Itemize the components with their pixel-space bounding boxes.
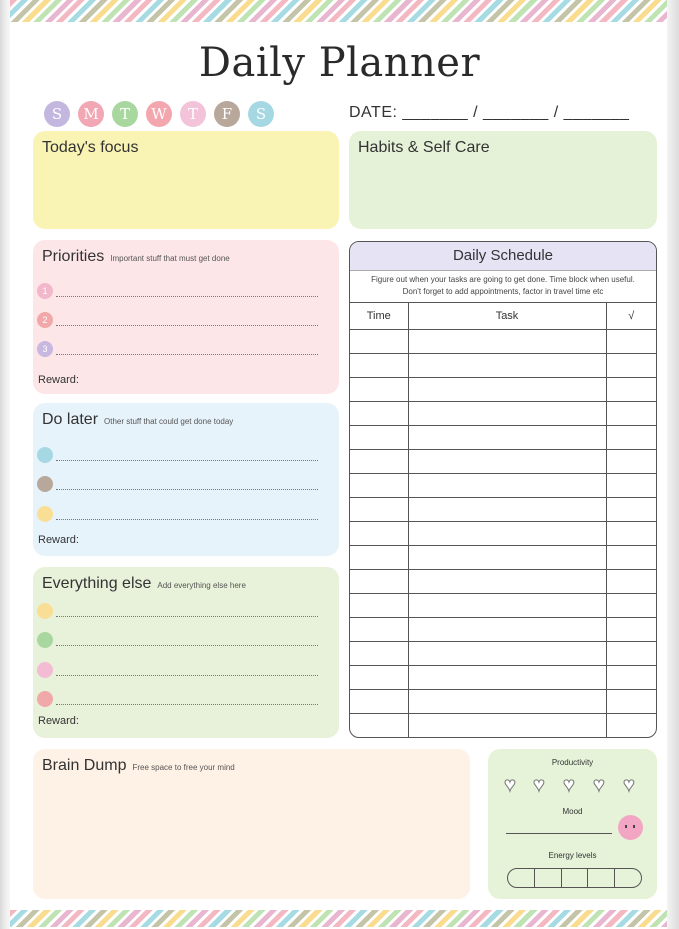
- priority-number-circle: 1: [37, 283, 53, 299]
- energy-segment[interactable]: [508, 869, 535, 887]
- everything-else-line[interactable]: [37, 633, 318, 647]
- check-cell[interactable]: [606, 618, 656, 642]
- time-cell[interactable]: [350, 642, 408, 666]
- mood-line[interactable]: [506, 833, 612, 834]
- energy-level-bar[interactable]: [507, 868, 642, 888]
- everything-else-subtitle: Add everything else here: [157, 581, 246, 590]
- task-cell[interactable]: [408, 570, 606, 594]
- schedule-row: [350, 450, 656, 474]
- priorities-subtitle: Important stuff that must get done: [110, 254, 230, 263]
- do-later-title: [42, 411, 233, 429]
- time-cell[interactable]: [350, 618, 408, 642]
- dotted-line: [56, 479, 318, 490]
- brain-dump-heading: Brain Dump: [42, 757, 127, 774]
- pad-edge-right: [667, 0, 679, 929]
- schedule-row: [350, 642, 656, 666]
- schedule-row: [350, 330, 656, 354]
- productivity-label: Productivity: [551, 758, 594, 767]
- weekday-circle[interactable]: F: [214, 101, 240, 127]
- check-cell[interactable]: [606, 426, 656, 450]
- time-column-header: Time: [350, 303, 408, 330]
- time-cell[interactable]: [350, 594, 408, 618]
- everything-else-box: [33, 567, 339, 738]
- time-cell[interactable]: [350, 378, 408, 402]
- energy-segment[interactable]: [562, 869, 589, 887]
- weekday-selector: [44, 101, 274, 127]
- priority-line[interactable]: [37, 284, 318, 298]
- check-cell[interactable]: [606, 378, 656, 402]
- task-cell[interactable]: [408, 642, 606, 666]
- time-cell[interactable]: [350, 666, 408, 690]
- color-dot: [37, 662, 53, 678]
- dotted-line: [56, 344, 318, 355]
- schedule-row: [350, 426, 656, 450]
- priorities-title: [42, 248, 230, 266]
- schedule-row: [350, 690, 656, 714]
- check-cell[interactable]: [606, 450, 656, 474]
- check-cell[interactable]: [606, 330, 656, 354]
- check-cell[interactable]: [606, 546, 656, 570]
- brain-dump-title: [42, 757, 235, 775]
- priority-line[interactable]: [37, 313, 318, 327]
- everything-else-line[interactable]: [37, 663, 318, 677]
- habits-title: Habits & Self Care: [358, 139, 490, 156]
- productivity-heart-icon[interactable]: ♥: [593, 774, 605, 796]
- do-later-line[interactable]: [37, 477, 318, 491]
- color-dot: [37, 447, 53, 463]
- time-cell[interactable]: [350, 546, 408, 570]
- do-later-reward-label: Reward:: [38, 534, 79, 546]
- everything-else-heading: Everything else: [42, 575, 152, 592]
- schedule-row: [350, 402, 656, 426]
- priority-line[interactable]: [37, 342, 318, 356]
- priorities-box: [33, 240, 339, 394]
- dotted-line: [56, 665, 318, 676]
- check-column-header: √: [606, 303, 656, 330]
- color-dot: [37, 632, 53, 648]
- mood-label: Mood: [562, 807, 583, 816]
- task-cell[interactable]: [408, 402, 606, 426]
- priorities-reward-label: Reward:: [38, 374, 79, 386]
- do-later-line[interactable]: [37, 448, 318, 462]
- time-cell[interactable]: [350, 690, 408, 714]
- do-later-line[interactable]: [37, 507, 318, 521]
- check-cell[interactable]: [606, 474, 656, 498]
- task-column-header: Task: [408, 303, 606, 330]
- schedule-table: [350, 303, 656, 737]
- schedule-row: [350, 594, 656, 618]
- everything-else-title: [42, 575, 246, 593]
- weekday-circle[interactable]: M: [78, 101, 104, 127]
- schedule-note: [350, 271, 656, 303]
- page-title: Daily Planner: [198, 40, 481, 86]
- schedule-row: [350, 666, 656, 690]
- everything-else-line[interactable]: [37, 692, 318, 706]
- schedule-note-line-1: Figure out when your tasks are going to get done. Time block when useful.: [371, 275, 635, 284]
- schedule-row: [350, 474, 656, 498]
- task-cell[interactable]: [408, 594, 606, 618]
- daily-schedule-panel: [349, 241, 657, 738]
- schedule-row: [350, 714, 656, 738]
- dotted-line: [56, 509, 318, 520]
- check-cell[interactable]: [606, 522, 656, 546]
- check-cell[interactable]: [606, 570, 656, 594]
- everything-else-reward-label: Reward:: [38, 715, 79, 727]
- todays-focus-box[interactable]: [33, 131, 339, 229]
- check-cell[interactable]: [606, 498, 656, 522]
- dotted-line: [56, 315, 318, 326]
- task-cell[interactable]: [408, 714, 606, 738]
- pad-edge-left: [0, 0, 10, 929]
- schedule-row: [350, 546, 656, 570]
- dotted-line: [56, 450, 318, 461]
- habits-self-care-box[interactable]: [349, 131, 657, 229]
- time-cell[interactable]: [350, 402, 408, 426]
- dotted-line: [56, 694, 318, 705]
- weekday-circle[interactable]: T: [112, 101, 138, 127]
- date-field[interactable]: DATE: _______ / _______ / _______: [349, 104, 630, 121]
- check-cell[interactable]: [606, 402, 656, 426]
- productivity-heart-icon[interactable]: ♥: [623, 774, 635, 796]
- daily-schedule-title: Daily Schedule: [350, 242, 656, 271]
- check-cell[interactable]: [606, 666, 656, 690]
- schedule-row: [350, 522, 656, 546]
- task-cell[interactable]: [408, 354, 606, 378]
- priority-number-circle: 2: [37, 312, 53, 328]
- productivity-heart-icon[interactable]: ♥: [533, 774, 545, 796]
- energy-segment[interactable]: [615, 869, 641, 887]
- weekday-circle[interactable]: S: [248, 101, 274, 127]
- energy-segment[interactable]: [535, 869, 562, 887]
- priorities-heading: Priorities: [42, 248, 105, 265]
- brain-dump-subtitle: Free space to free your mind: [132, 763, 235, 772]
- schedule-row: [350, 498, 656, 522]
- time-cell[interactable]: [350, 426, 408, 450]
- schedule-row: [350, 570, 656, 594]
- check-cell[interactable]: [606, 714, 656, 738]
- dotted-line: [56, 286, 318, 297]
- task-cell[interactable]: [408, 618, 606, 642]
- color-dot: [37, 476, 53, 492]
- task-cell[interactable]: [408, 474, 606, 498]
- time-cell[interactable]: [350, 570, 408, 594]
- check-cell[interactable]: [606, 354, 656, 378]
- weekday-circle[interactable]: S: [44, 101, 70, 127]
- do-later-subtitle: Other stuff that could get done today: [104, 417, 234, 426]
- mood-face-icon: [618, 815, 643, 840]
- schedule-row: [350, 378, 656, 402]
- todays-focus-title: Today's focus: [42, 139, 139, 156]
- time-cell[interactable]: [350, 498, 408, 522]
- top-border-stripe: [10, 0, 667, 22]
- color-dot: [37, 506, 53, 522]
- do-later-heading: Do later: [42, 411, 99, 428]
- time-cell[interactable]: [350, 522, 408, 546]
- task-cell[interactable]: [408, 426, 606, 450]
- dotted-line: [56, 635, 318, 646]
- time-cell[interactable]: [350, 450, 408, 474]
- dotted-line: [56, 606, 318, 617]
- task-cell[interactable]: [408, 330, 606, 354]
- check-cell[interactable]: [606, 642, 656, 666]
- everything-else-line[interactable]: [37, 604, 318, 618]
- task-cell[interactable]: [408, 522, 606, 546]
- tracker-box: [488, 749, 657, 899]
- task-cell[interactable]: [408, 498, 606, 522]
- time-cell[interactable]: [350, 330, 408, 354]
- weekday-circle[interactable]: W: [146, 101, 172, 127]
- do-later-box: [33, 403, 339, 556]
- color-dot: [37, 603, 53, 619]
- productivity-heart-icon[interactable]: ♥: [504, 774, 516, 796]
- task-cell[interactable]: [408, 666, 606, 690]
- task-cell[interactable]: [408, 546, 606, 570]
- priority-number-circle: 3: [37, 341, 53, 357]
- weekday-circle[interactable]: T: [180, 101, 206, 127]
- color-dot: [37, 691, 53, 707]
- check-cell[interactable]: [606, 690, 656, 714]
- task-cell[interactable]: [408, 450, 606, 474]
- schedule-note-line-2: Don't forget to add appointments, factor in travel time etc: [402, 287, 604, 296]
- time-cell[interactable]: [350, 474, 408, 498]
- time-cell[interactable]: [350, 354, 408, 378]
- task-cell[interactable]: [408, 690, 606, 714]
- schedule-row: [350, 618, 656, 642]
- task-cell[interactable]: [408, 378, 606, 402]
- check-cell[interactable]: [606, 594, 656, 618]
- energy-segment[interactable]: [588, 869, 615, 887]
- brain-dump-box[interactable]: [33, 749, 470, 899]
- productivity-heart-icon[interactable]: ♥: [563, 774, 575, 796]
- time-cell[interactable]: [350, 714, 408, 738]
- energy-levels-label: Energy levels: [548, 851, 597, 860]
- schedule-row: [350, 354, 656, 378]
- bottom-border-stripe: [10, 910, 667, 927]
